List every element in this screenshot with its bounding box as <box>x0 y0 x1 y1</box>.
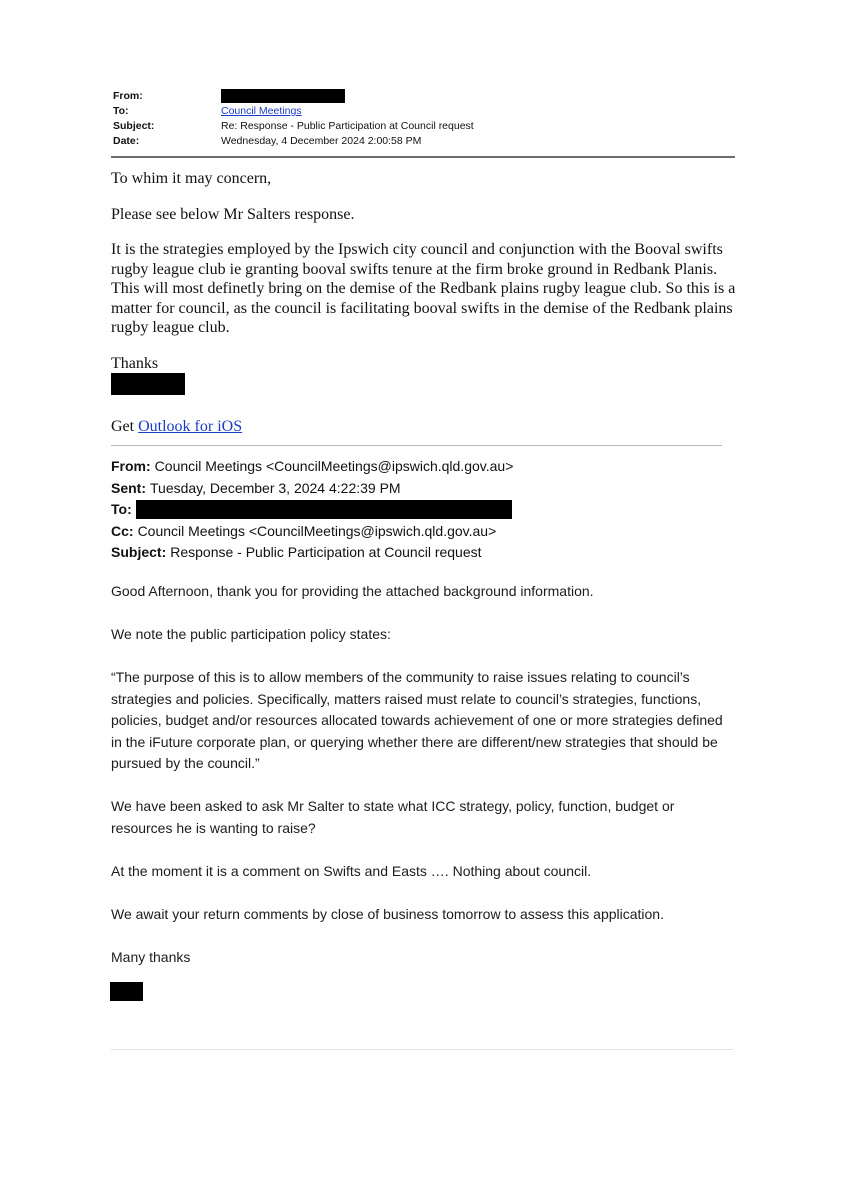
reply-paragraph: It is the strategies employed by the Ipswich city council and conjunction with the Booval swifts rugby league club ie granting booval swifts tenure at the firm broke ground in Redbank Planis. This will most definetly bring on the demise of the Redbank plains rugby league club. So this is a matter for council, as the council is facilitating booval swifts in the demise of the Redbank plains rugby league club. <box>111 241 736 336</box>
header-to-value <box>221 104 736 119</box>
to-recipient-link[interactable]: Council Meetings <box>221 105 302 117</box>
quoted-cc-value: Council Meetings <CouncilMeetings@ipswich.qld.gov.au> <box>137 522 497 539</box>
header-subject-label: Subject: <box>113 120 155 132</box>
quoted-signoff: Many thanks <box>111 948 191 965</box>
get-prefix: Get <box>111 418 135 435</box>
reply-greeting: To whim it may concern, <box>111 170 272 187</box>
header-from-label: From: <box>113 90 143 102</box>
header-date-label: Date: <box>113 135 140 147</box>
quoted-paragraph: We await your return comments by close of business tomorrow to assess this application. <box>111 905 664 922</box>
quoted-body <box>111 581 736 1001</box>
quoted-paragraph: “The purpose of this is to allow members of the community to raise issues relating to council’s strategies and policies. Specifically, matters raised must relate to council’s strategies, functions, policies, budget and/or resources allocated towards achievement of one or more strategies defined in the iFuture corporate plan, or querying whether there are different/new strategies that should be pursued by the council.” <box>111 668 723 772</box>
header-subject-value: Re: Response - Public Participation at Council request <box>221 120 474 132</box>
header-date-value: Wednesday, 4 December 2024 2:00:58 PM <box>221 135 422 147</box>
header-date-row <box>113 134 736 149</box>
header-subject-row <box>113 119 736 134</box>
quoted-cc-label: Cc: <box>111 522 134 539</box>
redacted-recipient <box>136 500 512 519</box>
quote-divider <box>111 445 722 446</box>
header-from-value <box>221 89 736 104</box>
outlook-ios-link[interactable]: Outlook for iOS <box>138 418 243 435</box>
quoted-to-row <box>111 499 736 521</box>
header-from-row <box>113 89 736 104</box>
redacted-signature <box>111 373 185 395</box>
header-to-label: To: <box>113 105 129 117</box>
reply-intro: Please see below Mr Salters response. <box>111 205 355 223</box>
quoted-paragraph: We have been asked to ask Mr Salter to state what ICC strategy, policy, function, budget or resources he is wanting to raise? <box>111 798 675 836</box>
reply-signoff: Thanks <box>111 354 159 372</box>
quoted-subject-label: Subject: <box>111 544 167 560</box>
quoted-paragraph: At the moment it is a comment on Swifts and Easts …. Nothing about council. <box>111 862 592 879</box>
footer-divider <box>111 1049 733 1050</box>
header-divider <box>111 156 735 158</box>
quoted-cc-row <box>111 521 736 543</box>
redacted-sender <box>221 89 345 103</box>
quoted-subject-value: Response - Public Participation at Council request <box>170 544 482 560</box>
quoted-paragraph: Good Afternoon, thank you for providing the attached background information. <box>111 583 594 599</box>
quoted-sent-row <box>111 478 736 500</box>
quoted-sent-value: Tuesday, December 3, 2024 4:22:39 PM <box>150 479 401 496</box>
outlook-line <box>111 417 242 437</box>
quoted-from-label: From: <box>111 458 151 474</box>
quoted-subject-row <box>111 542 736 564</box>
email-header <box>113 89 736 149</box>
header-to-row <box>113 104 736 119</box>
quoted-from-row <box>111 456 736 478</box>
quoted-header <box>111 456 736 564</box>
quoted-paragraph: We note the public participation policy states: <box>111 625 391 642</box>
redacted-quoted-signature <box>110 982 143 1001</box>
reply-body <box>111 169 736 395</box>
quoted-sent-label: Sent: <box>111 479 146 496</box>
quoted-from-value: Council Meetings <CouncilMeetings@ipswich.qld.gov.au> <box>154 458 514 474</box>
quoted-to-label: To: <box>111 501 132 517</box>
